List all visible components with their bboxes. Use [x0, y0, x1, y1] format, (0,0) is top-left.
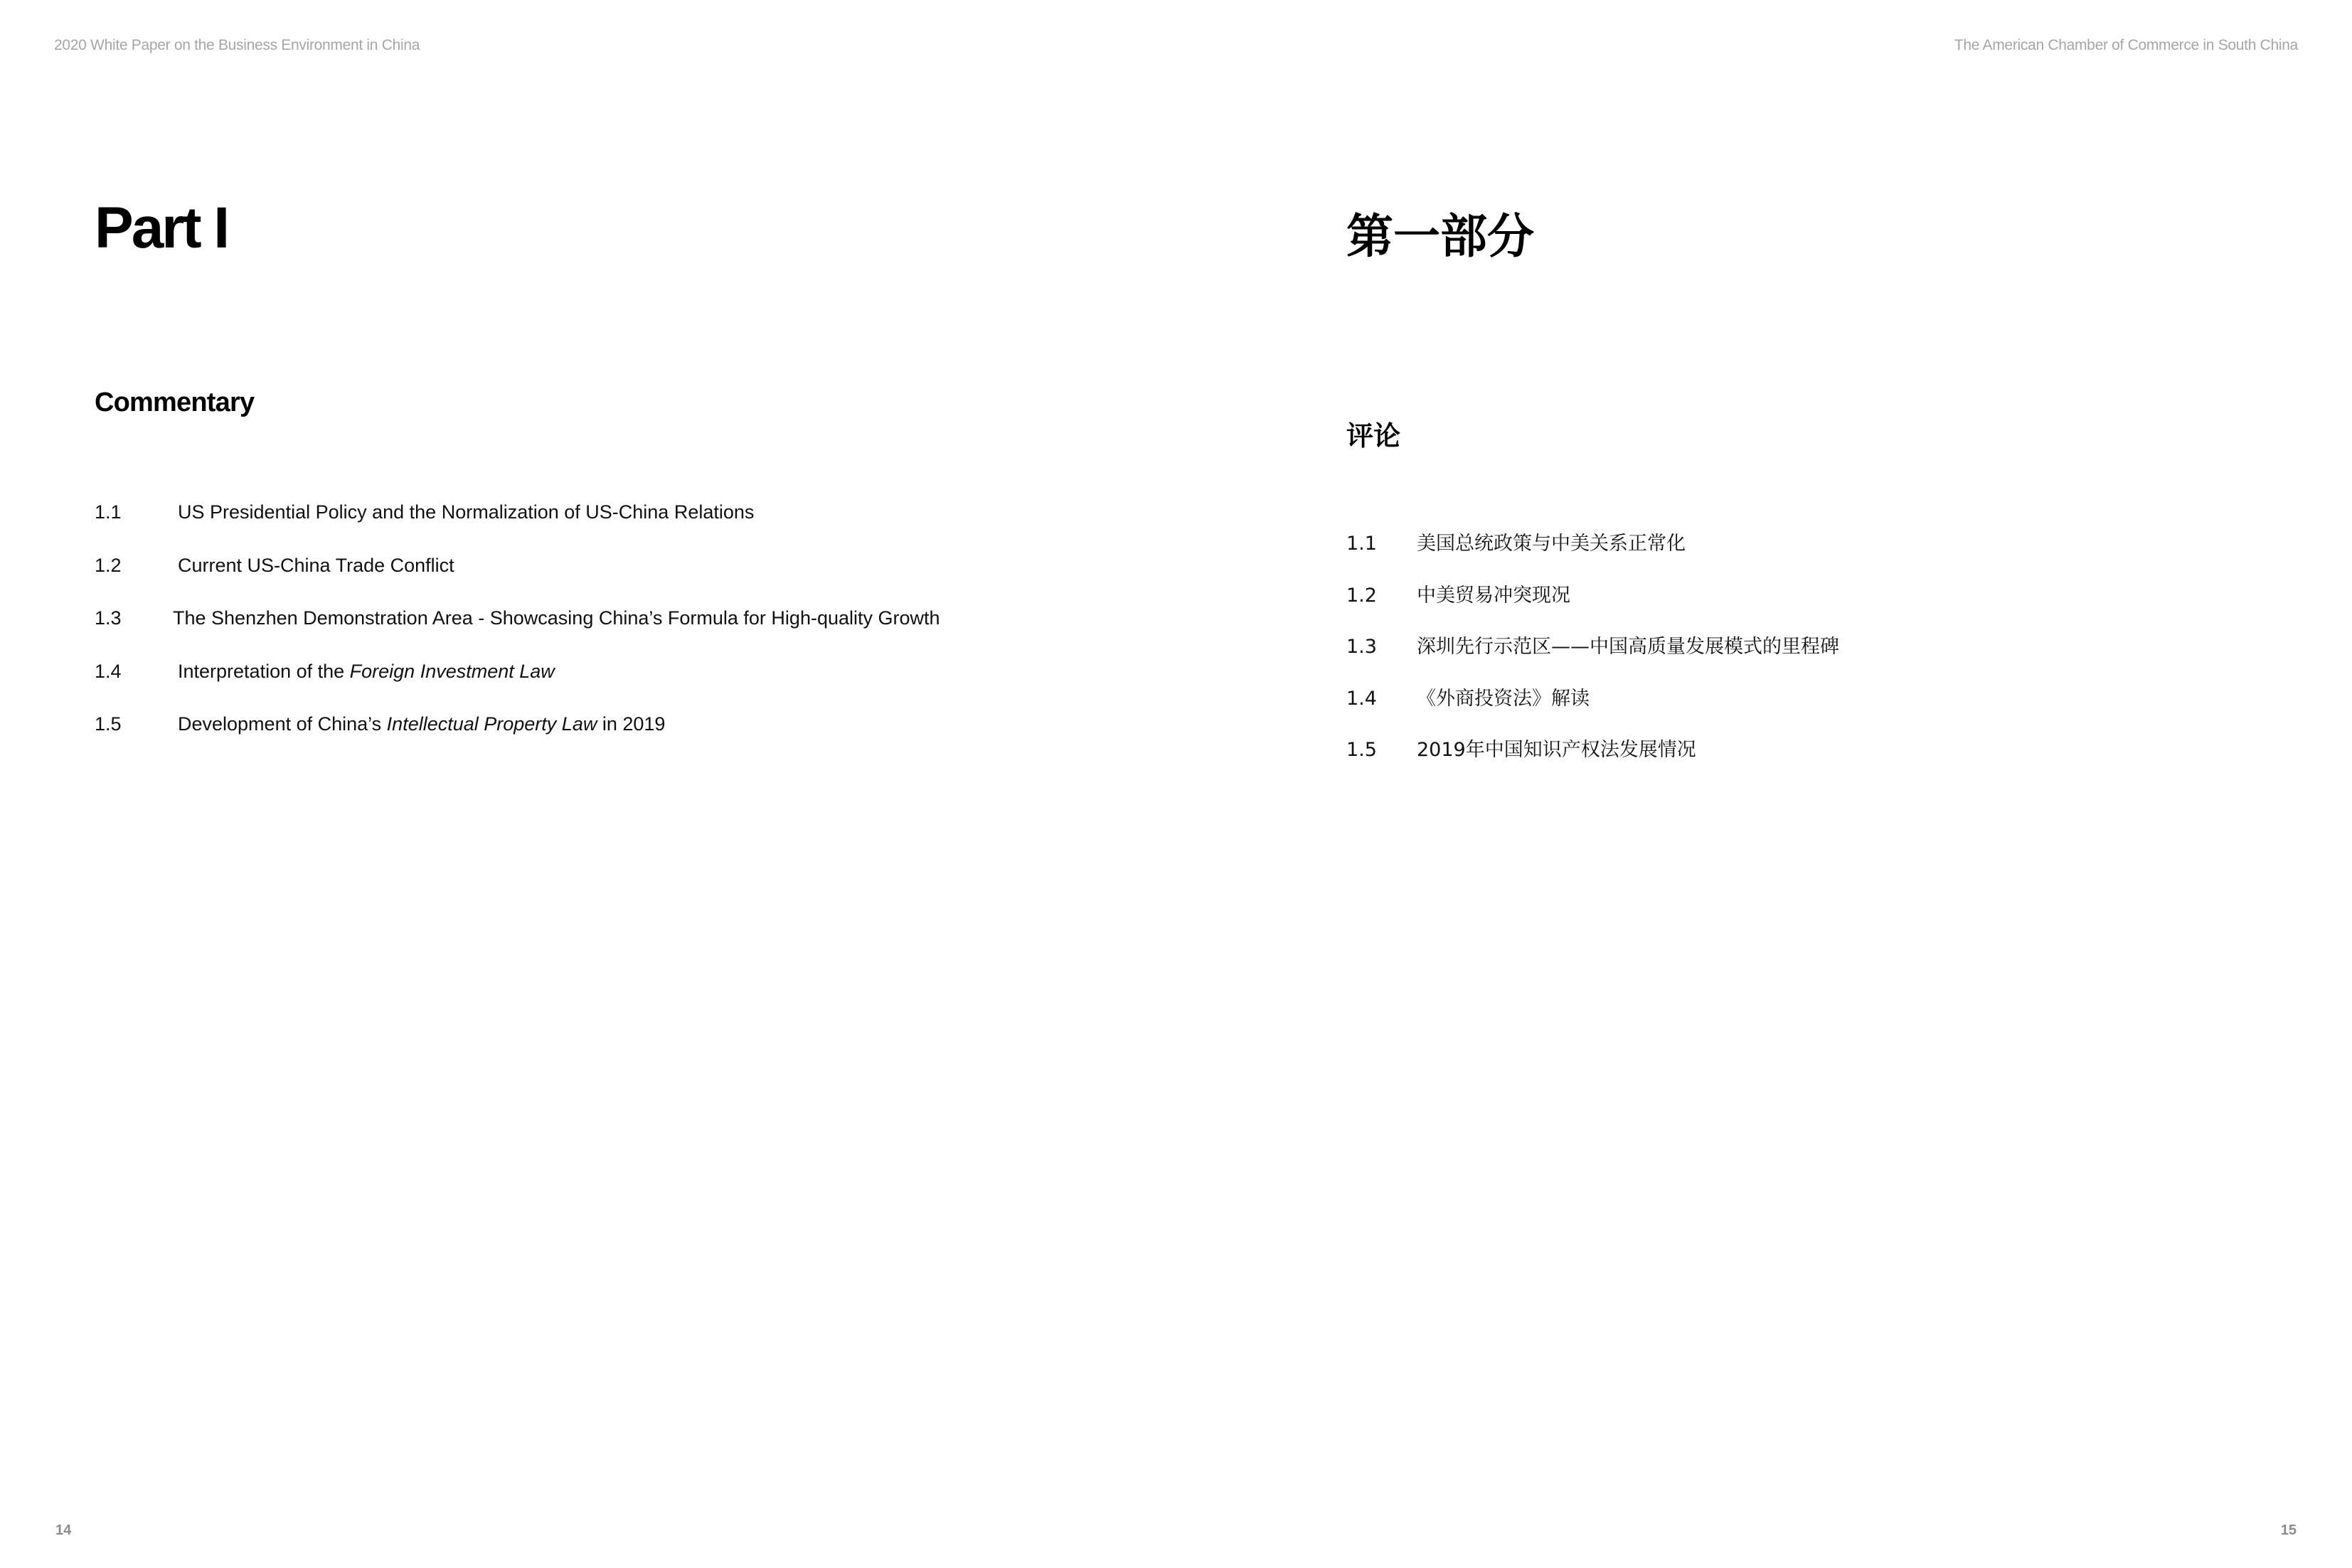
toc-item-title: 中美贸易冲突现况 [1417, 584, 1570, 607]
toc-item-number: 1.1 [1346, 533, 1377, 555]
toc-item-number: 1.5 [1346, 739, 1377, 761]
section-title-chinese: 评论 [1346, 420, 1401, 452]
section-title-english: Commentary [95, 388, 255, 417]
part-title-english: Part I [95, 196, 228, 260]
toc-item-title: 美国总统政策与中美关系正常化 [1417, 533, 1686, 555]
toc-item-title: 2019年中国知识产权法发展情况 [1417, 739, 1696, 761]
part-title-chinese: 第一部分 [1346, 209, 1534, 264]
toc-item-title: 《外商投资法》解读 [1417, 687, 1590, 710]
toc-item-number: 1.3 [1346, 636, 1377, 658]
toc-item-number: 1.2 [95, 554, 122, 576]
toc-item-title: US Presidential Policy and the Normalization of US-China Relations [178, 501, 755, 523]
running-header-left: 2020 White Paper on the Business Environment in China [54, 37, 420, 53]
toc-item-title: Interpretation of the Foreign Investment Law [178, 660, 555, 682]
page-number-right: 15 [2280, 1522, 2297, 1538]
toc-item-number: 1.2 [1346, 584, 1377, 607]
toc-item-title: Development of China’s Intellectual Property Law in 2019 [178, 713, 666, 735]
toc-item-title: Current US-China Trade Conflict [178, 554, 454, 576]
toc-item-number: 1.1 [95, 501, 122, 523]
toc-item-number: 1.4 [95, 660, 122, 682]
toc-item-number: 1.4 [1346, 687, 1377, 710]
running-header-right: The American Chamber of Commerce in South China [1954, 37, 2298, 53]
page-number-left: 14 [55, 1522, 72, 1538]
toc-item-number: 1.3 [95, 607, 122, 629]
toc-item-title: The Shenzhen Demonstration Area - Showcasing China’s Formula for High-quality Growth [173, 607, 940, 629]
toc-item-title: 深圳先行示范区——中国高质量发展模式的里程碑 [1417, 636, 1839, 658]
toc-item-number: 1.5 [95, 713, 122, 735]
